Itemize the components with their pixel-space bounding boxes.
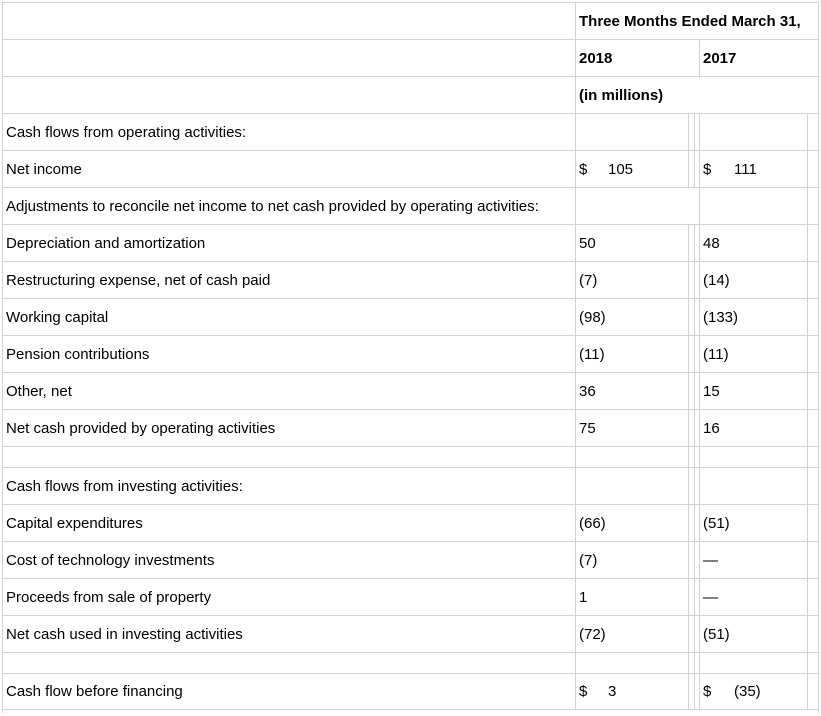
- value-2018: 75: [579, 419, 596, 437]
- table-row: [2, 150, 819, 187]
- value-2018: 3: [608, 683, 617, 700]
- value-2018: (11): [579, 345, 605, 363]
- table-row: [2, 578, 819, 615]
- value-2017: —: [703, 588, 718, 606]
- value-2018: (72): [579, 625, 606, 643]
- dollar-sign: $: [579, 683, 588, 700]
- value-2017: (35): [734, 683, 761, 700]
- row-label: Net income: [6, 160, 82, 178]
- value-2017: 111: [734, 160, 757, 178]
- year-2017-header: 2017: [703, 49, 737, 67]
- value-2018: (7): [579, 551, 598, 569]
- units-header: (in millions): [579, 86, 664, 104]
- value-2017: (51): [703, 625, 730, 643]
- value-2018: 50: [579, 234, 596, 252]
- value-2017: (133): [703, 308, 739, 326]
- table-row: [2, 504, 819, 541]
- value-2018: 36: [579, 382, 596, 400]
- table-row: [2, 224, 819, 261]
- table-row: [2, 113, 819, 150]
- table-row: [2, 541, 819, 578]
- value-2017: 48: [703, 234, 720, 252]
- value-2017: (51): [703, 514, 730, 532]
- spacer-row: [2, 652, 819, 673]
- table-row: [2, 615, 819, 652]
- value-2018: (98): [579, 308, 606, 326]
- table-row: [2, 335, 819, 372]
- value-2017: 16: [703, 419, 720, 437]
- row-label: Cash flows from operating activities:: [6, 123, 247, 141]
- row-label: Pension contributions: [6, 345, 150, 363]
- table-row: [2, 372, 819, 409]
- row-label: Cost of technology investments: [6, 551, 215, 569]
- value-2018: 105: [608, 160, 634, 178]
- header-row-period: [2, 2, 819, 39]
- row-label: Capital expenditures: [6, 514, 143, 532]
- dollar-sign: $: [703, 160, 712, 178]
- header-row-years: [2, 39, 819, 76]
- table-row: [2, 409, 819, 446]
- row-label: Adjustments to reconcile net income to net cash provided by operating activities:: [6, 197, 539, 215]
- row-label: Cash flows from investing activities:: [6, 477, 243, 495]
- row-label: Net cash provided by operating activities: [6, 419, 276, 437]
- value-2017: (14): [703, 271, 730, 289]
- value-2018: (66): [579, 514, 606, 532]
- table-row: [2, 673, 819, 710]
- value-2018: (7): [579, 271, 598, 289]
- table-row: [2, 187, 819, 224]
- row-label: Depreciation and amortization: [6, 234, 206, 252]
- header-row-units: [2, 76, 819, 113]
- table-row: [2, 467, 819, 504]
- row-label: Working capital: [6, 308, 109, 326]
- dollar-sign: $: [703, 683, 712, 700]
- value-2017: —: [703, 551, 718, 569]
- value-2017: 15: [703, 382, 720, 400]
- table-row: [2, 261, 819, 298]
- cash-flow-table: [2, 2, 819, 710]
- spacer-row: [2, 446, 819, 467]
- period-header: Three Months Ended March 31,: [579, 12, 801, 30]
- row-label: Proceeds from sale of property: [6, 588, 212, 606]
- dollar-sign: $: [579, 160, 588, 178]
- row-label: Cash flow before financing: [6, 683, 183, 700]
- value-2018: 1: [579, 588, 588, 606]
- row-label: Restructuring expense, net of cash paid: [6, 271, 271, 289]
- year-2018-header: 2018: [579, 49, 613, 67]
- value-2017: (11): [703, 345, 729, 363]
- row-label: Net cash used in investing activities: [6, 625, 243, 643]
- row-label: Other, net: [6, 382, 72, 400]
- table-row: [2, 298, 819, 335]
